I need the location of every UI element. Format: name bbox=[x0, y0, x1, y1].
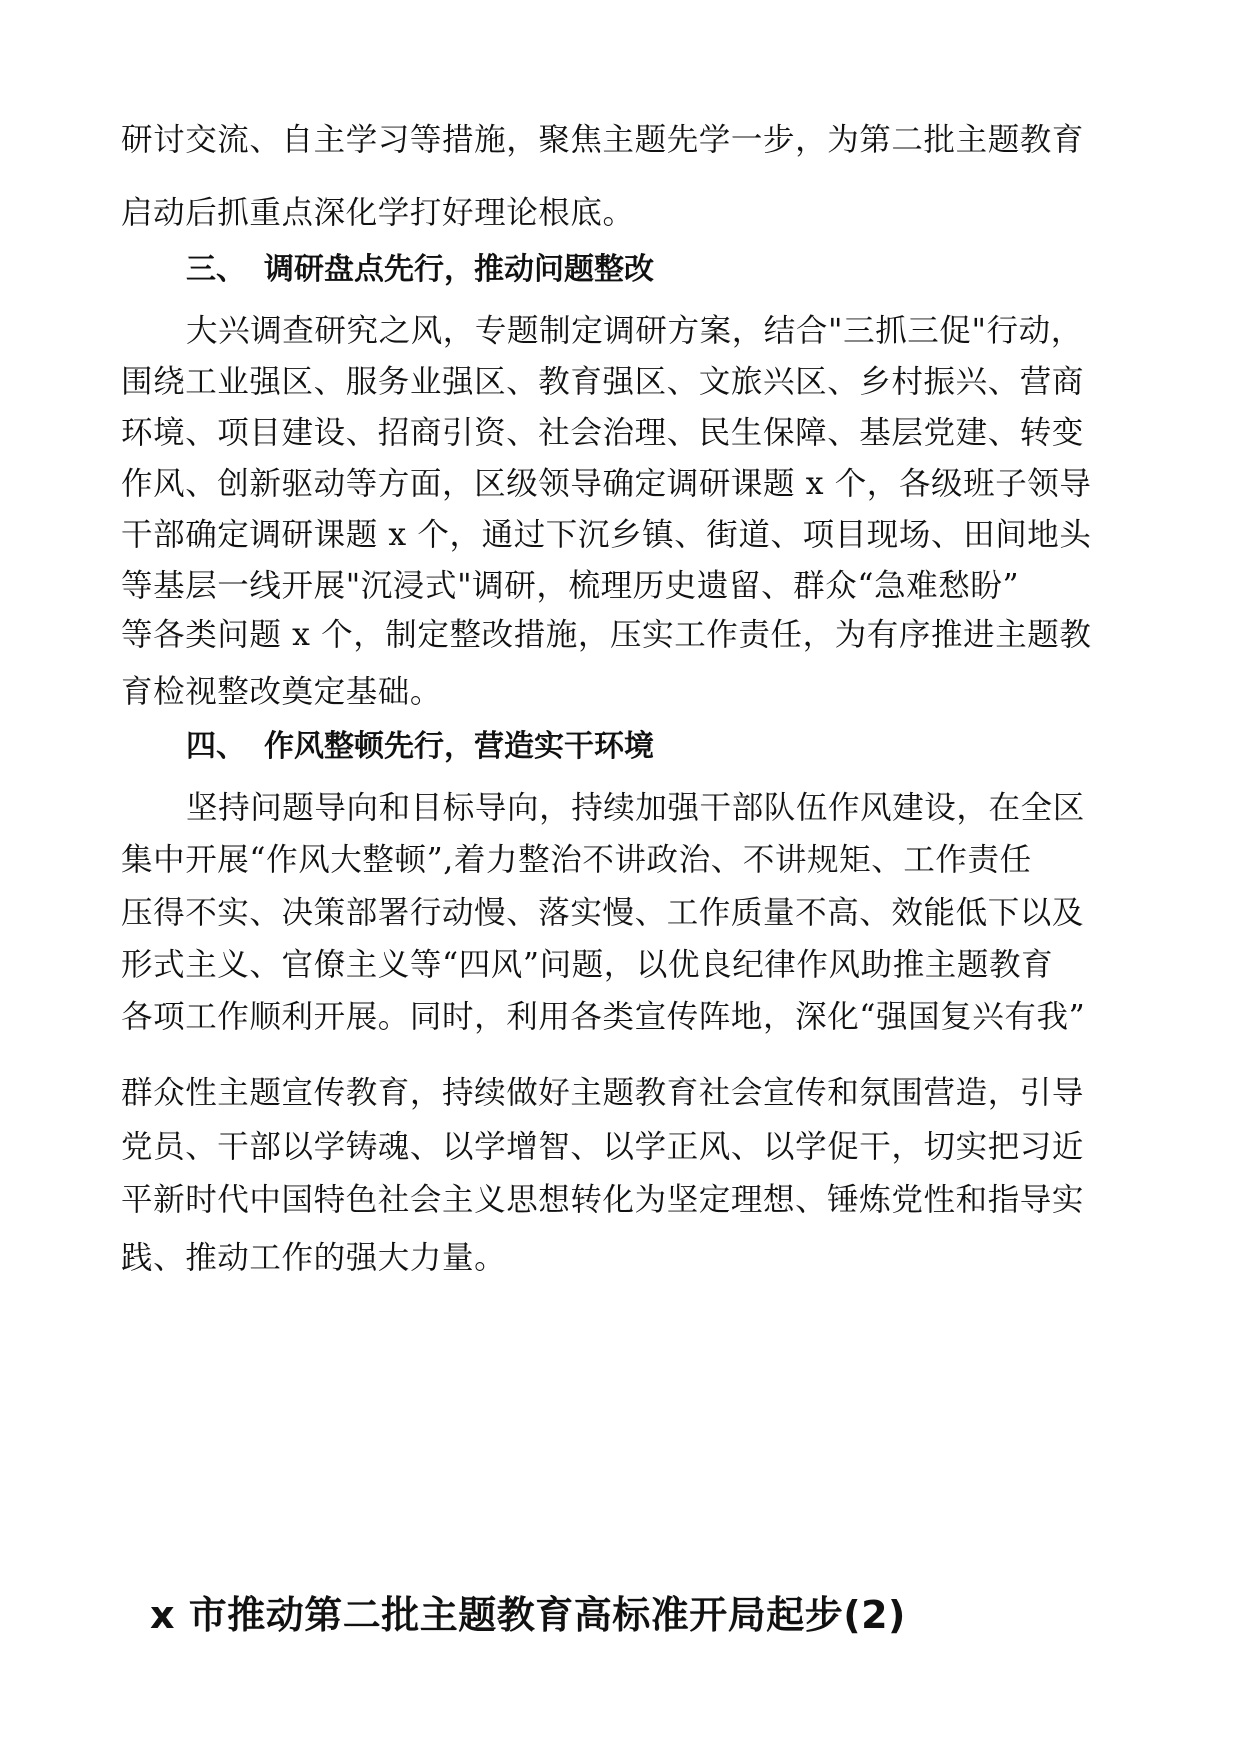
section-title: 作风整顿先行，营造实干环境 bbox=[264, 729, 654, 764]
paragraph-line: 党员、干部以学铸魂、以学增智、以学正风、以学促干，切实把习近 bbox=[121, 1129, 1085, 1165]
paragraph-line: 研讨交流、自主学习等措施，聚焦主题先学一步，为第二批主题教育 bbox=[121, 122, 1085, 158]
paragraph-line: 围绕工业强区、服务业强区、教育强区、文旅兴区、乡村振兴、营商 bbox=[121, 364, 1085, 400]
paragraph-line: 等基层一线开展"沉浸式"调研，梳理历史遗留、群众“急难愁盼” bbox=[121, 568, 1020, 604]
paragraph-line: 等各类问题 x 个，制定整改措施，压实工作责任，为有序推进主题教 bbox=[121, 617, 1092, 653]
paragraph-line: 践、推动工作的强大力量。 bbox=[121, 1240, 507, 1276]
paragraph-line: 各项工作顺利开展。同时，利用各类宣传阵地，深化“强国复兴有我” bbox=[121, 999, 1086, 1035]
paragraph-line: 集中开展“作风大整顿”,着力整治不讲政治、不讲规矩、工作责任 bbox=[121, 842, 1032, 878]
paragraph-line: 群众性主题宣传教育，持续做好主题教育社会宣传和氛围营造，引导 bbox=[121, 1075, 1085, 1111]
paragraph-line: 干部确定调研课题 x 个，通过下沉乡镇、街道、项目现场、田间地头 bbox=[121, 517, 1092, 553]
section-number: 三、 bbox=[186, 252, 246, 287]
section-title: 调研盘点先行，推动问题整改 bbox=[264, 252, 654, 287]
paragraph-line: 环境、项目建设、招商引资、社会治理、民生保障、基层党建、转变 bbox=[121, 415, 1085, 451]
paragraph-line: 压得不实、决策部署行动慢、落实慢、工作质量不高、效能低下以及 bbox=[121, 895, 1085, 931]
paragraph-line: 育检视整改奠定基础。 bbox=[121, 674, 443, 710]
paragraph-line: 形式主义、官僚主义等“四风”问题，以优良纪律作风助推主题教育 bbox=[121, 947, 1054, 983]
section-heading-4 bbox=[186, 727, 654, 767]
section-heading-3 bbox=[186, 250, 654, 290]
paragraph-line: 启动后抓重点深化学打好理论根底。 bbox=[121, 195, 635, 231]
paragraph-line: 大兴调查研究之风，专题制定调研方案，结合"三抓三促"行动， bbox=[186, 313, 1083, 349]
paragraph-line: 作风、创新驱动等方面，区级领导确定调研课题 x 个，各级班子领导 bbox=[121, 466, 1092, 502]
section-number: 四、 bbox=[186, 729, 246, 764]
paragraph-line: 坚持问题导向和目标导向，持续加强干部队伍作风建设，在全区 bbox=[186, 790, 1085, 826]
paragraph-line: 平新时代中国特色社会主义思想转化为坚定理想、锤炼党性和指导实 bbox=[121, 1182, 1085, 1218]
next-article-title: x 市推动第二批主题教育高标准开局起步(2) bbox=[150, 1593, 906, 1637]
